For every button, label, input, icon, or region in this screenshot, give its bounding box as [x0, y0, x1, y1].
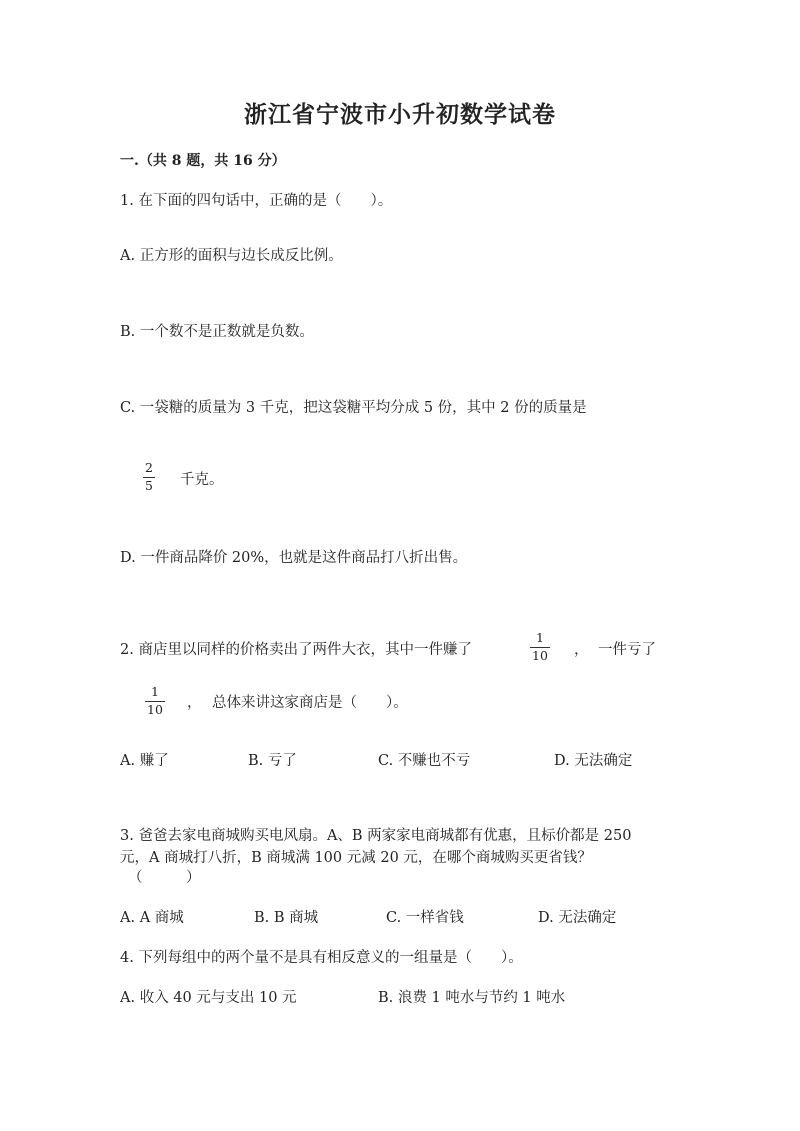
page-title: 浙江省宁波市小升初数学试卷: [244, 101, 556, 128]
fraction-numerator: 1: [150, 684, 159, 699]
q1-option-c: C. 一袋糖的质量为 3 千克，把这袋糖平均分成 5 份，其中 2 份的质量是: [120, 400, 587, 416]
fraction-numerator: 2: [145, 460, 153, 475]
q3-stem-line-2: 元，A 商城打八折，B 商城满 100 元减 20 元，在哪个商城购买更省钱？: [120, 850, 592, 866]
q2-option-a: A. 赚了: [120, 753, 169, 769]
q4-option-a: A. 收入 40 元与支出 10 元: [120, 990, 297, 1006]
q2-option-b: B. 亏了: [248, 753, 297, 769]
q3-option-c: C. 一样省钱: [386, 910, 464, 926]
q1-option-b: B. 一个数不是正数就是负数。: [120, 324, 314, 340]
q4-option-b: B. 浪费 1 吨水与节约 1 吨水: [378, 990, 566, 1006]
fraction-denominator: 5: [145, 477, 153, 493]
q2-comma-1: ，: [574, 642, 589, 658]
q2-comma-2: ，: [187, 695, 202, 711]
q2-fraction-2: [145, 686, 165, 716]
q2-stem-part3: 总体来讲这家商店是（ ）。: [212, 695, 408, 711]
q1-c-fraction: [143, 462, 155, 492]
q3-answer-blank: （ ）: [128, 870, 201, 886]
fraction-denominator: 10: [532, 647, 548, 663]
fraction-numerator: 1: [535, 630, 544, 645]
q2-option-d: D. 无法确定: [554, 753, 633, 769]
q3-option-b: B. B 商城: [254, 910, 319, 926]
q3-stem-line-1: 3. 爸爸去家电商城购买电风扇。A、B 两家家电商城都有优惠，且标价都是 250: [120, 828, 632, 844]
q3-option-d: D. 无法确定: [538, 910, 617, 926]
q1-option-d: D. 一件商品降价 20%，也就是这件商品打八折出售。: [120, 550, 468, 566]
q1-option-c-tail: 千克。: [180, 472, 224, 488]
q2-fraction-1: [530, 632, 550, 662]
q2-option-c: C. 不赚也不亏: [378, 753, 471, 769]
q2-stem-part1: 2. 商店里以同样的价格卖出了两件大衣，其中一件赚了: [120, 642, 472, 658]
q1-option-a: A. 正方形的面积与边长成反比例。: [120, 248, 343, 264]
fraction-denominator: 10: [147, 701, 163, 717]
q2-stem-part2: 一件亏了: [598, 642, 656, 658]
q3-option-a: A. A 商城: [120, 910, 184, 926]
q1-stem: 1. 在下面的四句话中，正确的是（ ）。: [120, 193, 393, 209]
q4-stem: 4. 下列每组中的两个量不是具有相反意义的一组量是（ ）。: [120, 950, 523, 966]
section-heading: 一.（共 8 题，共 16 分）: [120, 153, 286, 169]
